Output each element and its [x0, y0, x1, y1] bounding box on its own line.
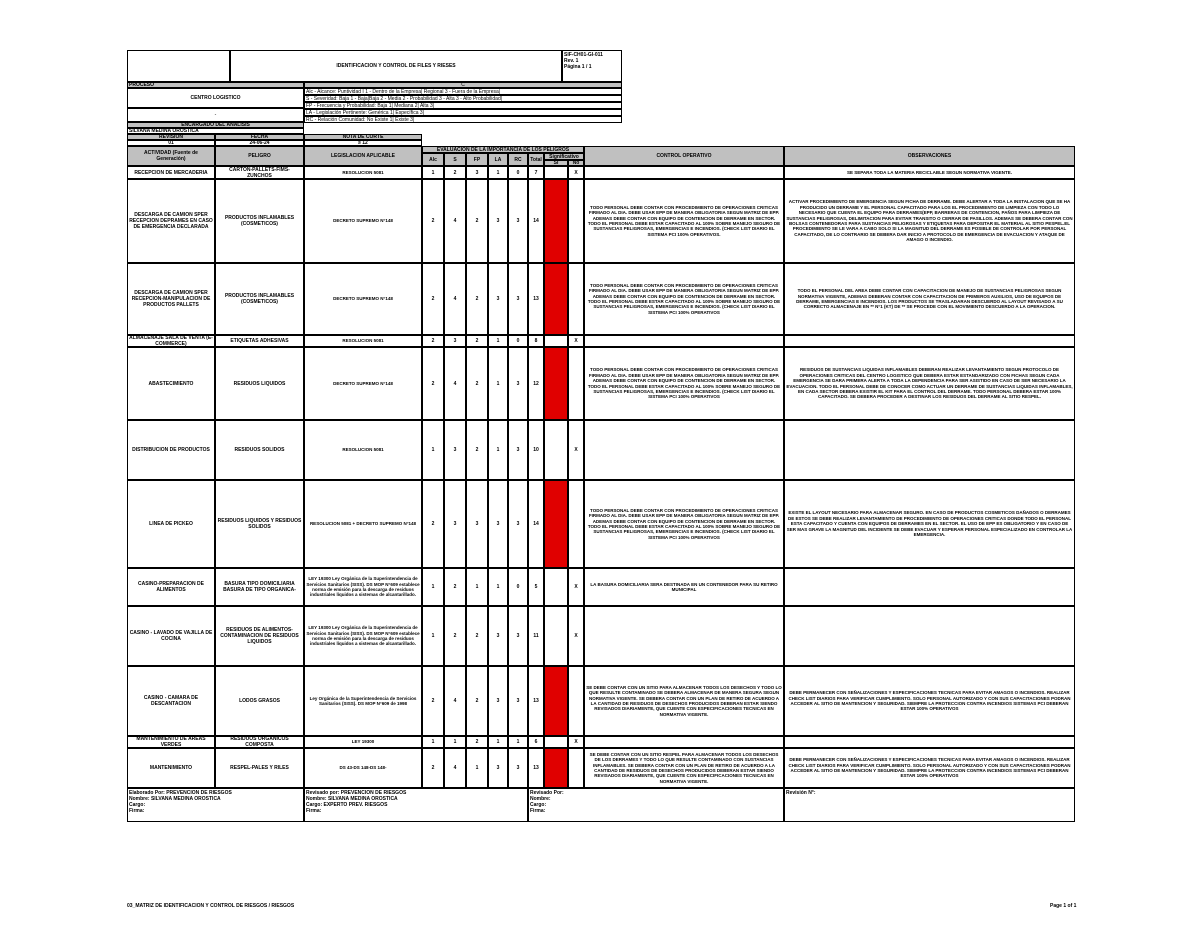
row-control	[584, 335, 784, 347]
row-total: 13	[528, 263, 544, 335]
row-peligro: RESIDUOS LIQUIDOS Y RESIDUOS SOLIDOS	[215, 480, 304, 568]
row-significativo-si	[544, 736, 568, 748]
row-s: 2	[444, 166, 466, 179]
row-control: TODO PERSONAL DEBE CONTAR CON PROCEDIMIENTO DE OPERACIONES CRITICAS FIRMADO AL DIA. DEBE USAR EPP DE MANERA OBLIGATORIA SEGUN MATRIZ DE EPP. ADEMAS DEBE CONTAR CON EQUIPO DE CONTENCION DE DERRAME EN SECTOR. TODO EL PERSONAL DEBE ESTAR CAPACITADO AL 100% SOBRE MANEJO SEGURO DE SUSTANCIAS PELIGROSAS, EMERGENCIAS E INCENDIOS. (CHECK LIST DIARIO EL SISTEMA PCI 100% OPERATIVOS.	[584, 179, 784, 263]
row-peligro: ETIQUETAS ADHESIVAS	[215, 335, 304, 347]
row-peligro: LODOS GRASOS	[215, 666, 304, 736]
row-la: 1	[488, 335, 508, 347]
row-rc: 3	[508, 347, 528, 420]
row-total: 14	[528, 480, 544, 568]
proceso-label: PROCESO	[127, 82, 304, 88]
col-header-total: Total	[528, 153, 544, 166]
row-s: 4	[444, 347, 466, 420]
document-code-box	[562, 50, 622, 82]
row-rc: 1	[508, 736, 528, 748]
row-total: 13	[528, 748, 544, 788]
row-rc: 0	[508, 568, 528, 606]
criteria-label: C	[304, 82, 622, 88]
criteria-line: RC - Relación Comunidad: No Existe 1| Existe 3|	[304, 116, 622, 123]
row-control: SE DEBE CONTAR CON UN SITIO RESPEL PARA ALMACENAR TODOS LOS DESECHOS DE LOS DERRAMES Y TODO LO QUE RESULTE CONTAMINADO CON SUSTANCIAS INFLAMABLES. SE DEBERA CONTAR CON UN PLAN DE RETIRO DE ACUERDO A LA CANTIDAD DE RESIDUOS DE DESECHOS PRODUCIDOS DEBERAN ESTAR SIENDO REVISADOS DIARIAMENTE, QUE CUENTE CON ESPECIFICACIONES TECNICAS EN NORMATIVA VIGENTE.	[584, 748, 784, 788]
corte-value: ≥ 12	[304, 140, 422, 146]
row-observaciones	[784, 568, 1075, 606]
header-logo-box	[127, 50, 230, 82]
row-actividad: CASINO-PREPARACION DE ALIMENTOS	[127, 568, 215, 606]
row-rc: 3	[508, 420, 528, 480]
row-la: 3	[488, 480, 508, 568]
page-footer-left: 03_MATRIZ DE IDENTIFICACION Y CONTROL DE RIESGOS / RIESGOS	[127, 903, 295, 909]
fecha-value: 24-06-24	[215, 140, 304, 146]
row-s: 3	[444, 480, 466, 568]
row-total: 8	[528, 335, 544, 347]
row-alc: 2	[422, 335, 444, 347]
row-observaciones: SE SEPARA TODA LA MATERIA RECICLABLE SEGUN NORMATIVA VIGENTE.	[784, 166, 1075, 179]
signature-line: Firma:	[306, 808, 322, 814]
row-control: TODO PERSONAL DEBE CONTAR CON PROCEDIMIENTO DE OPERACIONES CRITICAS FIRMADO AL DIA. DEBE USAR EPP DE MANERA OBLIGATORIA SEGUN MATRIZ DE EPP. ADEMAS DEBE CONTAR CON EQUIPO DE CONTENCION DE DERRAME EN SECTOR. TODO EL PERSONAL DEBE ESTAR CAPACITADO AL 100% SOBRE MANEJO SEGURO DE SUSTANCIAS PELIGROSAS, EMERGENCIAS E INCENDIOS. (CHECK LIST DIARIO EL SISTEMA PCI 100% OPERATIVOS	[584, 263, 784, 335]
row-peligro: CARTON-PALLETS-FIMS-ZUNCHOS	[215, 166, 304, 179]
row-significativo-no: X	[568, 420, 584, 480]
row-fp: 2	[466, 606, 488, 666]
row-total: 5	[528, 568, 544, 606]
signature-line: Nombre: SILVANA MEDINA OROSTICA	[129, 796, 221, 802]
row-legislacion: DS 43-DS 148-DS 148-	[304, 748, 422, 788]
row-significativo-no	[568, 748, 584, 788]
signature-line: Firma:	[530, 808, 546, 814]
row-actividad: LINEA DE PICKEO	[127, 480, 215, 568]
row-control	[584, 420, 784, 480]
revision-label: REVISION	[127, 134, 215, 140]
row-rc: 3	[508, 666, 528, 736]
row-legislacion: DECRETO SUPREMO N°148	[304, 179, 422, 263]
row-peligro: PRODUCTOS INFLAMABLES (COSMETICOS)	[215, 179, 304, 263]
row-observaciones	[784, 420, 1075, 480]
row-control	[584, 606, 784, 666]
row-peligro: BASURA TIPO DOMICILIARIA BASURA DE TIPO ORGANICA-	[215, 568, 304, 606]
row-s: 3	[444, 335, 466, 347]
row-total: 14	[528, 179, 544, 263]
encargado-value: SILVANA MEDINA OROSTICA	[127, 128, 304, 134]
row-observaciones: ACTIVAR PROCEDIMIENTO DE EMERGENCIA SEGUN FICHA DE DERRAME. DEBE ALERTAR A TODA LA INSTALACION QUE SE HA PRODUCIDO UN DERRAME Y EL PERSONAL CAPACITADO PARA LOS EL PROCEDIMIENTO DE LIMPIEZA CON TODO LO NECESARIO QUE CUENTA EL EQUIPO PARA DERRAMES(EPP, BARRERAS DE CONTENCION, PAÑOS PARA LIMPIEZA DE SUSTANCIAS PELIGROSAS, DELIMITACION PARA EVITAR TRANSITO O CERRAR DE PASILLOS. ADEMAS SE DEBERA CONTAR CON BOLSAS CONTENEDORAS PARA SUSTANCIAS PELIGROSAS Y ETIQUETAS PARA DEPOSITAR EL MATERIAL AL SITIO PESPEL.EL PROCEDIMIENTO SE LE VARA A CABO SOLO SI LA MAGNITUD DEL DERRAME ES POSIBLE DE CONTROLAR POR PERSONAL CAPACITADO, DE LO CONTRARIO SE DEBERA DAR INICIO A PROTOCOLO DE EMERGENCIA DE EVACUACION Y ATAQUE DE AMAGO O INCENDIO.	[784, 179, 1075, 263]
signature-line: Firma:	[129, 808, 145, 814]
signature-line: Cargo:	[530, 802, 547, 808]
row-control: LA BASURA DOMICILIARIA SERA DESTINADA EN UN CONTENEDOR PARA SU RETIRO MUNICIPAL	[584, 568, 784, 606]
signature-line: Nombre:	[530, 796, 551, 802]
row-s: 4	[444, 263, 466, 335]
row-actividad: DESCARGA DE CAMION SPER RECEPCION DEPRAMES EN CASO DE EMERGENCIA DECLARADA	[127, 179, 215, 263]
row-s: 1	[444, 736, 466, 748]
proceso-value: CENTRO LOGISTICO	[127, 88, 304, 108]
row-la: 3	[488, 606, 508, 666]
row-significativo-no	[568, 179, 584, 263]
row-alc: 1	[422, 420, 444, 480]
col-header-peligro: PELIGRO	[215, 146, 304, 166]
row-significativo-no: X	[568, 166, 584, 179]
signature-line: Revisado Por:	[530, 790, 564, 796]
row-legislacion: RESOLUCION 5081 + DECRETO SUPREMO N°148	[304, 480, 422, 568]
row-actividad: RECEPCION DE MERCADERIA	[127, 166, 215, 179]
row-significativo-si	[544, 263, 568, 335]
row-fp: 2	[466, 335, 488, 347]
encargado-label: ENCARGADO DEL ANALISIS	[127, 122, 304, 128]
document-title: IDENTIFICACION Y CONTROL DE FILES Y RIESES	[230, 50, 562, 82]
row-observaciones: DEBE PERMANECER CON SEÑALIZACIONES Y ESPECIFICACIONES TECNICAS PARA EVITAR AMAGOS O INCENDIOS. REALIZAR CHECK LIST DIARIOS PARA VERIFICAR CUMPLIMIENTO. SOLO PERSONAL AUTORIZADO Y CON SUS CAPACITACIONES PODRAN ACCEDER AL SITIO DE MANTENCION Y SEGURIDAD. SIEMPRE LA PROTECCION CONTRA INCENDIOS SISTEMAS PCI DEBERAN ESTAR 100% OPERATIVOS	[784, 748, 1075, 788]
row-control	[584, 166, 784, 179]
row-observaciones	[784, 606, 1075, 666]
row-la: 3	[488, 666, 508, 736]
row-actividad: ALMACENAJE SALA DE VENTA (E-COMMERCE)	[127, 335, 215, 347]
row-control	[584, 736, 784, 748]
row-actividad: MANTENIMIENTO	[127, 748, 215, 788]
criteria-line: FP - Frecuencia y Probabilidad: Baja 1| Mediana 2| Alta 3|	[304, 102, 622, 109]
row-fp: 1	[466, 568, 488, 606]
signature-line: Nombre: SILVANA MEDINA OROSTICA	[306, 796, 398, 802]
row-observaciones: RESIDUOS DE SUSTANCIAS LIQUIDAS INFLAMABLES DEBERAN REALIZAR LEVANTAMIENTO SEGUN PROTOCOLO DE OPERACIONES CRITICAS DEL CENTRO LOGISTICO QUE DEBERA ESTAR ESTANDARIZADO CON FICHAS SEGUN CADA EMERGENCIA SE DARA PRIMERA ALERTA A TODA LA DEPENDENCIA PARA SER ASISTIDO EN CASO DE SER NECESARIO LA EVACUACION. TODO EL PERSONAL DEBE DE CONOCER COMO ACTUAR UN DERRAME DE SUSTANCIAS LIQUIDAS INFLAMABLES, EN CADA SECTOR DEBERA EXISTIR EL KIT PARA EL CONTROL DEL DERRAME. TODO PERSONAL DEBERA ESTAR 100% CAPACITADO. SE DEBERA PROCEDER A DESTINAR LOS RESIDUOS DEL DERRAME AL SITIO RESPEL.	[784, 347, 1075, 420]
row-fp: 3	[466, 166, 488, 179]
row-fp: 3	[466, 480, 488, 568]
col-header-si: SI	[544, 160, 568, 166]
row-significativo-no	[568, 480, 584, 568]
row-total: 11	[528, 606, 544, 666]
row-la: 1	[488, 166, 508, 179]
row-fp: 2	[466, 420, 488, 480]
doc-code: SIF-CH01-GI-011	[564, 52, 603, 58]
row-la: 1	[488, 420, 508, 480]
signature-elaborado	[127, 788, 304, 822]
corte-label: NOTA DE CORTE	[304, 134, 422, 140]
criteria-line: LA - Legislación Pertinente: Genérica 1| Específica 3|	[304, 109, 622, 116]
row-fp: 2	[466, 263, 488, 335]
row-alc: 2	[422, 666, 444, 736]
row-significativo-no: X	[568, 568, 584, 606]
row-la: 3	[488, 263, 508, 335]
row-la: 1	[488, 568, 508, 606]
row-legislacion: LEY 19300	[304, 736, 422, 748]
row-la: 3	[488, 179, 508, 263]
row-alc: 1	[422, 736, 444, 748]
row-s: 3	[444, 420, 466, 480]
row-s: 4	[444, 179, 466, 263]
signature-revision-n: Revisión N°:	[784, 788, 1075, 822]
row-alc: 2	[422, 480, 444, 568]
row-significativo-no: X	[568, 335, 584, 347]
row-legislacion: LEY 19300 Ley Orgánica de la Superintendencia de Servicios Sanitarios (SISS). DS MOP N°609 establece norma de emisión para la descarga de residuos industriales líquidos a sistemas de alcantarillado.	[304, 606, 422, 666]
revision-value: 01	[127, 140, 215, 146]
row-significativo-si	[544, 347, 568, 420]
row-alc: 2	[422, 347, 444, 420]
signature-line: Cargo: EXPERTO PREV. RIESGOS	[306, 802, 388, 808]
row-significativo-no: X	[568, 736, 584, 748]
row-la: 1	[488, 736, 508, 748]
row-rc: 3	[508, 263, 528, 335]
row-significativo-no	[568, 347, 584, 420]
row-significativo-si	[544, 179, 568, 263]
row-legislacion: LEY 19300 Ley Orgánica de la Superintendencia de Servicios Sanitarios (SISS). DS MOP N°609 establece norma de emisión para la descarga de residuos industriales líquidos a sistemas de alcantarillado.	[304, 568, 422, 606]
row-observaciones	[784, 736, 1075, 748]
row-alc: 2	[422, 748, 444, 788]
row-significativo-si	[544, 480, 568, 568]
row-rc: 3	[508, 480, 528, 568]
row-legislacion: RESOLUCION 5081	[304, 335, 422, 347]
row-significativo-no	[568, 666, 584, 736]
col-header-alc: Alc	[422, 153, 444, 166]
row-total: 13	[528, 666, 544, 736]
row-peligro: RESIDUOS SOLIDOS	[215, 420, 304, 480]
row-total: 10	[528, 420, 544, 480]
doc-rev: Rev. 1	[564, 58, 579, 64]
row-legislacion: DECRETO SUPREMO N°148	[304, 263, 422, 335]
row-peligro: PRODUCTOS INFLAMABLES (COSMETICOS)	[215, 263, 304, 335]
row-rc: 3	[508, 748, 528, 788]
row-significativo-si	[544, 166, 568, 179]
row-significativo-si	[544, 606, 568, 666]
row-peligro: RESIDUOS DE ALIMENTOS- CONTAMINACION DE RESIDUOS LIQUIDOS	[215, 606, 304, 666]
row-actividad: DESCARGA DE CAMION SPER RECEPCION-MANIPULACION DE PRODUCTOS PALLETS	[127, 263, 215, 335]
row-s: 4	[444, 748, 466, 788]
row-control: TODO PERSONAL DEBE CONTAR CON PROCEDIMIENTO DE OPERACIONES CRITICAS FIRMADO AL DIA. DEBE USAR EPP DE MANERA OBLIGATORIA SEGUN MATRIZ DE EPP. ADEMAS DEBE CONTAR CON EQUIPO DE CONTENCION DE DERRAME EN SECTOR. TODO EL PERSONAL DEBE ESTAR CAPACITADO AL 100% SOBRE MANEJO SEGURO DE SUSTANCIAS PELIGROSAS, EMERGENCIAS E INCENDIOS. (CHECK LIST DIARIO EL SISTEMA PCI 100% OPERATIVOS	[584, 480, 784, 568]
row-alc: 1	[422, 568, 444, 606]
row-total: 12	[528, 347, 544, 420]
signature-line: Revisado por: PREVENCION DE RIESGOS	[306, 790, 407, 796]
row-significativo-si	[544, 420, 568, 480]
row-significativo-si	[544, 568, 568, 606]
row-legislacion: Ley Orgánica de la Superintendencia de Servicios Sanitarios (SISS). DS MOP N°609 de 1998	[304, 666, 422, 736]
signature-revisado	[304, 788, 528, 822]
col-header-fp: FP	[466, 153, 488, 166]
row-control: TODO PERSONAL DEBE CONTAR CON PROCEDIMIENTO DE OPERACIONES CRITICAS FIRMADO AL DIA. DEBE USAR EPP DE MANERA OBLIGATORIA SEGUN MATRIZ DE EPP. ADEMAS DEBE CONTAR CON EQUIPO DE CONTENCION DE DERRAME EN SECTOR. TODO EL PERSONAL DEBE ESTAR CAPACITADO AL 100% SOBRE MANEJO SEGURO DE SUSTANCIAS PELIGROSAS, EMERGENCIAS E INCENDIOS. (CHECK LIST DIARIO EL SISTEMA PCI 100% OPERATIVOS	[584, 347, 784, 420]
row-alc: 1	[422, 166, 444, 179]
row-alc: 2	[422, 263, 444, 335]
col-header-s: S	[444, 153, 466, 166]
row-s: 4	[444, 666, 466, 736]
col-header-evaluacion: EVALUACION DE LA IMPORTANCIA DE LOS PELIGROS	[422, 146, 584, 153]
row-rc: 3	[508, 179, 528, 263]
row-la: 3	[488, 748, 508, 788]
row-legislacion: RESOLUCION 5081	[304, 166, 422, 179]
row-control: SE DEBE CONTAR CON UN SITIO PARA ALMACENAR TODOS LOS DESECHOS Y TODO LO QUE RESULTE CONTAMINADO SE DEBERA ALMACENAR DE MANERA SEGURA SEGUN NORMATIVA VIGENTE. SE DEBERA CONTAR CON UN PLAN DE RETIRO DE ACUERDO A LA CANTIDAD DE RESIDUOS DE DESECHOS PRODUCIDOS DEBERAN ESTAR SIENDO REVISADOS DIARIAMENTE, QUE CUENTE CON ESPECIFICACIONES TECNICAS EN NORMATIVA VIGENTE.	[584, 666, 784, 736]
row-s: 2	[444, 606, 466, 666]
signature-line: Elaborado Por: PREVENCION DE RIESGOS	[129, 790, 232, 796]
row-significativo-si	[544, 335, 568, 347]
proceso-dash: -	[127, 108, 304, 122]
criteria-line: Alc - Alcance: Puntividad I 1 - Dentro de la Empresa| Regional 3 - Fuera de la Empresa|	[304, 88, 622, 95]
row-fp: 1	[466, 748, 488, 788]
fecha-label: FECHA	[215, 134, 304, 140]
col-header-la: LA	[488, 153, 508, 166]
row-legislacion: RESOLUCION 5081	[304, 420, 422, 480]
row-legislacion: DECRETO SUPREMO N°148	[304, 347, 422, 420]
col-header-significativo: Significativo	[544, 153, 584, 160]
row-peligro: RESPEL-PALES Y RILES	[215, 748, 304, 788]
row-total: 6	[528, 736, 544, 748]
doc-page: Página 1 / 1	[564, 64, 592, 70]
row-rc: 0	[508, 335, 528, 347]
row-alc: 1	[422, 606, 444, 666]
col-header-legislacion: LEGISLACION APLICABLE	[304, 146, 422, 166]
row-significativo-si	[544, 666, 568, 736]
row-peligro: RESIDUOS LIQUIDOS	[215, 347, 304, 420]
row-actividad: CASINO - LAVADO DE VAJILLA DE COCINA	[127, 606, 215, 666]
row-alc: 2	[422, 179, 444, 263]
page-footer-right: Page 1 of 1	[1050, 903, 1077, 909]
row-actividad: MANTENIMIENTO DE AREAS VERDES	[127, 736, 215, 748]
signature-line: Cargo:	[129, 802, 146, 808]
col-header-observaciones: OBSERVACIONES	[784, 146, 1075, 166]
row-observaciones: EXISTE EL LAYOUT NECESARIO PARA ALMACENAR SEGURO. EN CASO DE PRODUCTOS COSMETICOS DAÑADOS O DERRAMES DE ESTOS SE DEBE REALIZAR LEVANTAMIENTO DE PROCEDIMIENTO DE OPERACIONES CRITICAS DONDE TODO EL PERSONAL ESTA CAPACITADO Y CUENTA CON EQUIPOS DE DERRAMES EN EL SECTOR. EL USO DE EPP ES OBLIGATORIO Y EN CASO DE SER MAS GRAVE LA MAGNITUD DEL INCIDENTE SE DEBE EVACUAR Y ESPERAR PERSONAL ESPECIALIZADO EN CONTROLAR LA EMERGENCIA.	[784, 480, 1075, 568]
row-actividad: CASINO - CAMARA DE DESCANTACION	[127, 666, 215, 736]
row-significativo-si	[544, 748, 568, 788]
row-rc: 0	[508, 166, 528, 179]
row-fp: 2	[466, 666, 488, 736]
row-observaciones: TODO EL PERSONAL DEL AREA DEBE CONTAR CON CAPACITACION DE MANEJO DE SUSTANCIAS PELIGROSAS SEGUN NORMATIVA VIGENTE, ADEMAS DEBERAN CONTAR CON CAPACITACION DE PRIMEROS AUXILIOS, USO DE EQUIPOS DE DERRAME, EMERGENCIAS E INCENDIOS. LOS PRODUCTOS SE TRASLADARAN DESCUERDO AL LAYOUT REVISADO A SU CORRECTO ALMACENAJE EN ** N°1 (KT) DE ** SE PROCEDE CON EL MOVIMIENTO DESCUERDO A LA OPERACION.	[784, 263, 1075, 335]
row-la: 1	[488, 347, 508, 420]
row-total: 7	[528, 166, 544, 179]
row-peligro: RESIDUOS ORGANICOS COMPOSTA	[215, 736, 304, 748]
col-header-actividad: ACTIVIDAD (Fuente de Generación)	[127, 146, 215, 166]
row-rc: 3	[508, 606, 528, 666]
criteria-line: S - Severidad: Baja 1 - Baja|Baja 2 - Media 2 - Probabilidad 3 - Alta 3 - Alto Probabilidad|	[304, 95, 622, 102]
row-actividad: ABASTECIMIENTO	[127, 347, 215, 420]
row-significativo-no: X	[568, 606, 584, 666]
row-observaciones: DEBE PERMANECER CON SEÑALIZACIONES Y ESPECIFICACIONES TECNICAS PARA EVITAR AMAGOS O INCENDIOS. REALIZAR CHECK LIST DIARIOS PARA VERIFICAR CUMPLIMIENTO. SOLO PERSONAL AUTORIZADO Y CON SUS CAPACITACIONES PODRAN ACCEDER AL SITIO DE MANTENCION Y SEGURIDAD. SIEMPRE LA PROTECCION CONTRA INCENDIOS SISTEMAS PCI DEBERAN ESTAR 100% OPERATIVOS	[784, 666, 1075, 736]
col-header-rc: RC	[508, 153, 528, 166]
row-significativo-no	[568, 263, 584, 335]
signature-aprobado	[528, 788, 784, 822]
row-fp: 2	[466, 179, 488, 263]
col-header-control: CONTROL OPERATIVO	[584, 146, 784, 166]
row-s: 2	[444, 568, 466, 606]
col-header-no: No	[568, 160, 584, 166]
row-observaciones	[784, 335, 1075, 347]
row-actividad: DISTRIBUCION DE PRODUCTOS	[127, 420, 215, 480]
row-fp: 2	[466, 347, 488, 420]
row-fp: 2	[466, 736, 488, 748]
